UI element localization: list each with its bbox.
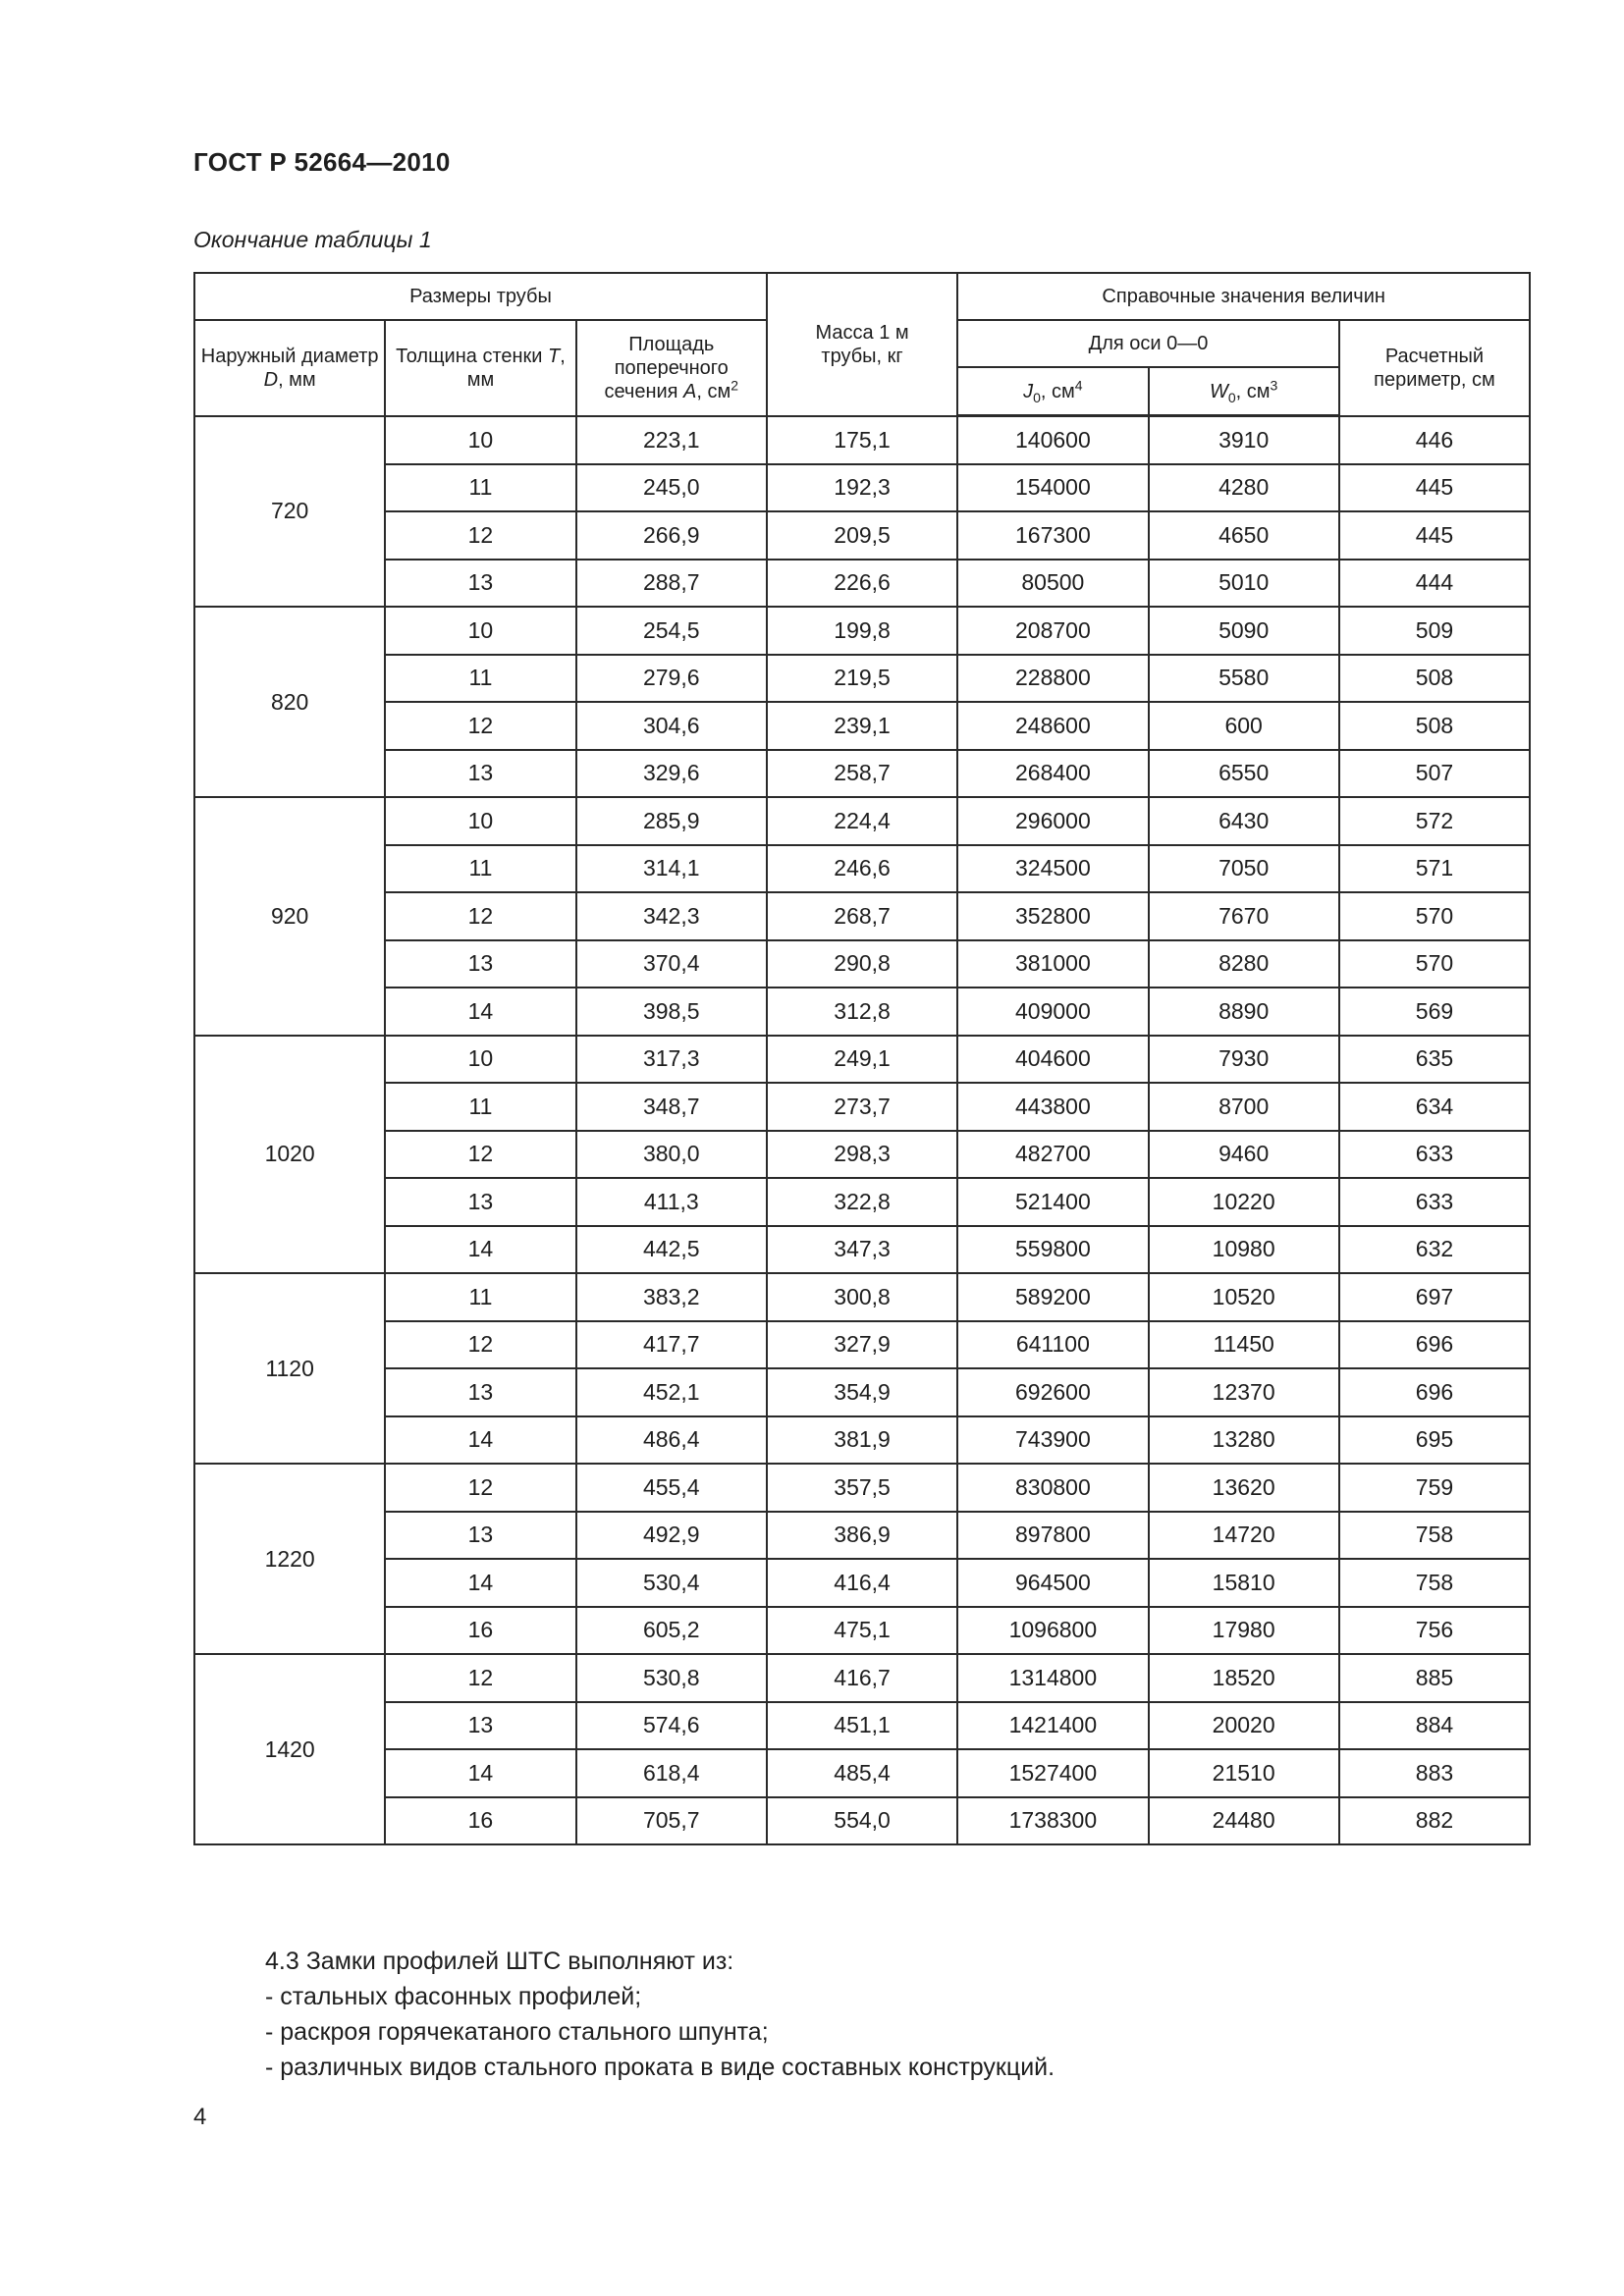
area-cell: 492,9 <box>576 1512 767 1560</box>
perimeter-cell: 572 <box>1339 797 1530 845</box>
w0-cell: 10980 <box>1149 1226 1339 1274</box>
header-j-sub: 0 <box>1033 389 1041 405</box>
wall-thickness-cell: 13 <box>385 940 575 988</box>
w0-cell: 600 <box>1149 702 1339 750</box>
table-row <box>194 1607 1530 1655</box>
w0-cell: 20020 <box>1149 1702 1339 1750</box>
area-cell: 348,7 <box>576 1083 767 1131</box>
wall-thickness-cell: 12 <box>385 1131 575 1179</box>
header-w-unit: , см <box>1235 380 1271 402</box>
wall-thickness-cell: 14 <box>385 988 575 1036</box>
area-cell: 317,3 <box>576 1036 767 1084</box>
body-text <box>265 1944 1055 2085</box>
perimeter-cell: 695 <box>1339 1416 1530 1465</box>
wall-thickness-cell: 12 <box>385 511 575 560</box>
perimeter-cell: 758 <box>1339 1559 1530 1607</box>
w0-cell: 10520 <box>1149 1273 1339 1321</box>
perimeter-cell: 758 <box>1339 1512 1530 1560</box>
wall-thickness-cell: 10 <box>385 797 575 845</box>
w0-cell: 5580 <box>1149 655 1339 703</box>
mass-cell: 300,8 <box>767 1273 957 1321</box>
perimeter-cell: 696 <box>1339 1368 1530 1416</box>
area-cell: 705,7 <box>576 1797 767 1845</box>
mass-cell: 219,5 <box>767 655 957 703</box>
mass-cell: 475,1 <box>767 1607 957 1655</box>
area-cell: 370,4 <box>576 940 767 988</box>
area-cell: 285,9 <box>576 797 767 845</box>
perimeter-cell: 697 <box>1339 1273 1530 1321</box>
table-row <box>194 1226 1530 1274</box>
header-w-symbol: W <box>1209 380 1228 402</box>
header-cross-section-area <box>576 320 767 416</box>
table-row <box>194 940 1530 988</box>
wall-thickness-cell: 13 <box>385 1178 575 1226</box>
header-mass <box>767 273 957 416</box>
w0-cell: 17980 <box>1149 1607 1339 1655</box>
area-cell: 455,4 <box>576 1464 767 1512</box>
wall-thickness-cell: 12 <box>385 892 575 940</box>
j0-cell: 589200 <box>957 1273 1148 1321</box>
list-item: - стальных фасонных профилей; <box>265 1983 642 2010</box>
wall-thickness-cell: 13 <box>385 1702 575 1750</box>
mass-cell: 290,8 <box>767 940 957 988</box>
header-thickness-suffix: , мм <box>466 345 566 391</box>
j0-cell: 80500 <box>957 560 1148 608</box>
mass-cell: 209,5 <box>767 511 957 560</box>
area-cell: 304,6 <box>576 702 767 750</box>
perimeter-cell: 634 <box>1339 1083 1530 1131</box>
header-w-sub: 0 <box>1227 389 1236 405</box>
table-row <box>194 607 1530 655</box>
table-row <box>194 1368 1530 1416</box>
j0-cell: 692600 <box>957 1368 1148 1416</box>
area-cell: 245,0 <box>576 464 767 512</box>
table-row <box>194 1702 1530 1750</box>
table-row <box>194 750 1530 798</box>
header-outer-diameter-prefix: Наружный диаметр <box>200 345 379 367</box>
w0-cell: 24480 <box>1149 1797 1339 1845</box>
j0-cell: 404600 <box>957 1036 1148 1084</box>
w0-cell: 18520 <box>1149 1654 1339 1702</box>
area-cell: 314,1 <box>576 845 767 893</box>
header-thickness-prefix: Толщина стенки <box>396 345 549 367</box>
wall-thickness-cell: 10 <box>385 1036 575 1084</box>
wall-thickness-cell: 14 <box>385 1416 575 1465</box>
perimeter-cell: 882 <box>1339 1797 1530 1845</box>
j0-cell: 248600 <box>957 702 1148 750</box>
perimeter-cell: 444 <box>1339 560 1530 608</box>
area-cell: 266,9 <box>576 511 767 560</box>
mass-cell: 554,0 <box>767 1797 957 1845</box>
wall-thickness-cell: 16 <box>385 1797 575 1845</box>
area-cell: 618,4 <box>576 1749 767 1797</box>
j0-cell: 521400 <box>957 1178 1148 1226</box>
w0-cell: 6550 <box>1149 750 1339 798</box>
j0-cell: 296000 <box>957 797 1148 845</box>
j0-cell: 409000 <box>957 988 1148 1036</box>
w0-cell: 21510 <box>1149 1749 1339 1797</box>
w0-cell: 4650 <box>1149 511 1339 560</box>
table-row <box>194 1749 1530 1797</box>
perimeter-cell: 759 <box>1339 1464 1530 1512</box>
perimeter-cell: 570 <box>1339 940 1530 988</box>
w0-cell: 11450 <box>1149 1321 1339 1369</box>
j0-cell: 1421400 <box>957 1702 1148 1750</box>
area-cell: 342,3 <box>576 892 767 940</box>
wall-thickness-cell: 11 <box>385 1083 575 1131</box>
header-j-sup: 4 <box>1074 376 1083 393</box>
header-perimeter-label: Расчетный периметр, см <box>1374 345 1495 391</box>
table-row <box>194 655 1530 703</box>
header-w0 <box>1149 367 1339 416</box>
table-row <box>194 845 1530 893</box>
w0-cell: 5090 <box>1149 607 1339 655</box>
perimeter-cell: 885 <box>1339 1654 1530 1702</box>
header-area-suffix: , см <box>696 380 731 402</box>
mass-cell: 381,9 <box>767 1416 957 1465</box>
area-cell: 383,2 <box>576 1273 767 1321</box>
mass-cell: 298,3 <box>767 1131 957 1179</box>
j0-cell: 830800 <box>957 1464 1148 1512</box>
table-row <box>194 988 1530 1036</box>
j0-cell: 897800 <box>957 1512 1148 1560</box>
wall-thickness-cell: 11 <box>385 464 575 512</box>
j0-cell: 1314800 <box>957 1654 1148 1702</box>
perimeter-cell: 632 <box>1339 1226 1530 1274</box>
table-row <box>194 1559 1530 1607</box>
table-row <box>194 464 1530 512</box>
mass-cell: 327,9 <box>767 1321 957 1369</box>
w0-cell: 14720 <box>1149 1512 1339 1560</box>
wall-thickness-cell: 10 <box>385 416 575 464</box>
perimeter-cell: 445 <box>1339 464 1530 512</box>
outer-diameter-cell: 920 <box>194 797 385 1036</box>
outer-diameter-cell: 1120 <box>194 1273 385 1464</box>
j0-cell: 482700 <box>957 1131 1148 1179</box>
perimeter-cell: 569 <box>1339 988 1530 1036</box>
header-pipe-sizes: Размеры трубы <box>194 273 767 320</box>
w0-cell: 4280 <box>1149 464 1339 512</box>
area-cell: 398,5 <box>576 988 767 1036</box>
header-j0 <box>957 367 1148 416</box>
mass-cell: 416,4 <box>767 1559 957 1607</box>
mass-cell: 246,6 <box>767 845 957 893</box>
header-wall-thickness <box>385 320 575 416</box>
area-cell: 452,1 <box>576 1368 767 1416</box>
table-row <box>194 1036 1530 1084</box>
paragraph-4-3: 4.3 Замки профилей ШТС выполняют из: <box>265 1948 734 1975</box>
j0-cell: 268400 <box>957 750 1148 798</box>
wall-thickness-cell: 14 <box>385 1559 575 1607</box>
table-row <box>194 797 1530 845</box>
perimeter-cell: 696 <box>1339 1321 1530 1369</box>
table-row <box>194 1321 1530 1369</box>
mass-cell: 416,7 <box>767 1654 957 1702</box>
mass-cell: 268,7 <box>767 892 957 940</box>
area-cell: 486,4 <box>576 1416 767 1465</box>
document-code: ГОСТ Р 52664—2010 <box>193 147 451 177</box>
table-row <box>194 416 1530 464</box>
table-row <box>194 892 1530 940</box>
j0-cell: 381000 <box>957 940 1148 988</box>
header-area-symbol: A <box>683 380 697 402</box>
j0-cell: 1527400 <box>957 1749 1148 1797</box>
area-cell: 279,6 <box>576 655 767 703</box>
w0-cell: 3910 <box>1149 416 1339 464</box>
page-number: 4 <box>193 2104 207 2130</box>
area-cell: 223,1 <box>576 416 767 464</box>
pipe-dimensions-table <box>193 272 1531 1845</box>
j0-cell: 964500 <box>957 1559 1148 1607</box>
perimeter-cell: 508 <box>1339 702 1530 750</box>
outer-diameter-cell: 1220 <box>194 1464 385 1654</box>
perimeter-cell: 756 <box>1339 1607 1530 1655</box>
list-item: - различных видов стального проката в виде составных конструкций. <box>265 2054 1056 2081</box>
mass-cell: 239,1 <box>767 702 957 750</box>
j0-cell: 1096800 <box>957 1607 1148 1655</box>
j0-cell: 352800 <box>957 892 1148 940</box>
mass-cell: 354,9 <box>767 1368 957 1416</box>
mass-cell: 357,5 <box>767 1464 957 1512</box>
w0-cell: 8280 <box>1149 940 1339 988</box>
wall-thickness-cell: 13 <box>385 560 575 608</box>
mass-cell: 258,7 <box>767 750 957 798</box>
wall-thickness-cell: 14 <box>385 1226 575 1274</box>
mass-cell: 192,3 <box>767 464 957 512</box>
wall-thickness-cell: 13 <box>385 750 575 798</box>
j0-cell: 324500 <box>957 845 1148 893</box>
j0-cell: 743900 <box>957 1416 1148 1465</box>
header-j-unit: , см <box>1040 380 1075 402</box>
mass-cell: 175,1 <box>767 416 957 464</box>
mass-cell: 451,1 <box>767 1702 957 1750</box>
area-cell: 605,2 <box>576 1607 767 1655</box>
wall-thickness-cell: 12 <box>385 1464 575 1512</box>
wall-thickness-cell: 14 <box>385 1749 575 1797</box>
mass-cell: 199,8 <box>767 607 957 655</box>
header-perimeter <box>1339 320 1530 416</box>
header-w-sup: 3 <box>1270 376 1278 393</box>
w0-cell: 13280 <box>1149 1416 1339 1465</box>
perimeter-cell: 635 <box>1339 1036 1530 1084</box>
mass-cell: 347,3 <box>767 1226 957 1274</box>
table-row <box>194 1464 1530 1512</box>
mass-cell: 224,4 <box>767 797 957 845</box>
w0-cell: 7930 <box>1149 1036 1339 1084</box>
w0-cell: 8890 <box>1149 988 1339 1036</box>
header-j-symbol: J <box>1023 380 1034 402</box>
w0-cell: 7670 <box>1149 892 1339 940</box>
j0-cell: 167300 <box>957 511 1148 560</box>
mass-cell: 322,8 <box>767 1178 957 1226</box>
w0-cell: 7050 <box>1149 845 1339 893</box>
table-row <box>194 1178 1530 1226</box>
table-row <box>194 702 1530 750</box>
table-row <box>194 511 1530 560</box>
table-row <box>194 1416 1530 1465</box>
mass-cell: 273,7 <box>767 1083 957 1131</box>
wall-thickness-cell: 12 <box>385 702 575 750</box>
mass-cell: 249,1 <box>767 1036 957 1084</box>
mass-cell: 312,8 <box>767 988 957 1036</box>
perimeter-cell: 571 <box>1339 845 1530 893</box>
header-area-sup: 2 <box>731 377 739 394</box>
list-item: - раскроя горячекатаного стального шпунта; <box>265 2018 769 2046</box>
table-row <box>194 1797 1530 1845</box>
perimeter-cell: 884 <box>1339 1702 1530 1750</box>
wall-thickness-cell: 12 <box>385 1654 575 1702</box>
area-cell: 411,3 <box>576 1178 767 1226</box>
w0-cell: 5010 <box>1149 560 1339 608</box>
table-row <box>194 560 1530 608</box>
table-caption: Окончание таблицы 1 <box>193 227 432 252</box>
mass-cell: 226,6 <box>767 560 957 608</box>
wall-thickness-cell: 16 <box>385 1607 575 1655</box>
j0-cell: 1738300 <box>957 1797 1148 1845</box>
wall-thickness-cell: 13 <box>385 1368 575 1416</box>
outer-diameter-cell: 820 <box>194 607 385 797</box>
w0-cell: 6430 <box>1149 797 1339 845</box>
header-axis: Для оси 0—0 <box>957 320 1339 367</box>
area-cell: 417,7 <box>576 1321 767 1369</box>
area-cell: 574,6 <box>576 1702 767 1750</box>
area-cell: 530,4 <box>576 1559 767 1607</box>
perimeter-cell: 508 <box>1339 655 1530 703</box>
w0-cell: 12370 <box>1149 1368 1339 1416</box>
j0-cell: 228800 <box>957 655 1148 703</box>
mass-cell: 485,4 <box>767 1749 957 1797</box>
table-row <box>194 1083 1530 1131</box>
table-row <box>194 1512 1530 1560</box>
w0-cell: 15810 <box>1149 1559 1339 1607</box>
perimeter-cell: 633 <box>1339 1178 1530 1226</box>
header-area-prefix: Площадь поперечного сечения <box>604 333 729 402</box>
perimeter-cell: 883 <box>1339 1749 1530 1797</box>
header-thickness-symbol: T <box>548 345 561 367</box>
header-outer-diameter-suffix: , мм <box>278 368 316 391</box>
wall-thickness-cell: 13 <box>385 1512 575 1560</box>
j0-cell: 443800 <box>957 1083 1148 1131</box>
j0-cell: 208700 <box>957 607 1148 655</box>
area-cell: 442,5 <box>576 1226 767 1274</box>
header-mass-label: Масса 1 м трубы, кг <box>815 321 909 367</box>
wall-thickness-cell: 11 <box>385 845 575 893</box>
outer-diameter-cell: 1020 <box>194 1036 385 1274</box>
outer-diameter-cell: 720 <box>194 416 385 608</box>
perimeter-cell: 445 <box>1339 511 1530 560</box>
wall-thickness-cell: 10 <box>385 607 575 655</box>
w0-cell: 10220 <box>1149 1178 1339 1226</box>
header-outer-diameter <box>194 320 385 416</box>
wall-thickness-cell: 11 <box>385 1273 575 1321</box>
j0-cell: 641100 <box>957 1321 1148 1369</box>
mass-cell: 386,9 <box>767 1512 957 1560</box>
w0-cell: 13620 <box>1149 1464 1339 1512</box>
table-row <box>194 1273 1530 1321</box>
area-cell: 329,6 <box>576 750 767 798</box>
perimeter-cell: 633 <box>1339 1131 1530 1179</box>
table-row <box>194 1654 1530 1702</box>
j0-cell: 559800 <box>957 1226 1148 1274</box>
table-body <box>194 416 1530 1845</box>
outer-diameter-cell: 1420 <box>194 1654 385 1844</box>
j0-cell: 140600 <box>957 416 1148 464</box>
perimeter-cell: 507 <box>1339 750 1530 798</box>
perimeter-cell: 446 <box>1339 416 1530 464</box>
wall-thickness-cell: 11 <box>385 655 575 703</box>
area-cell: 288,7 <box>576 560 767 608</box>
header-outer-diameter-symbol: D <box>263 368 279 391</box>
w0-cell: 8700 <box>1149 1083 1339 1131</box>
header-reference-values: Справочные значения величин <box>957 273 1530 320</box>
area-cell: 380,0 <box>576 1131 767 1179</box>
perimeter-cell: 570 <box>1339 892 1530 940</box>
w0-cell: 9460 <box>1149 1131 1339 1179</box>
wall-thickness-cell: 12 <box>385 1321 575 1369</box>
j0-cell: 154000 <box>957 464 1148 512</box>
area-cell: 254,5 <box>576 607 767 655</box>
area-cell: 530,8 <box>576 1654 767 1702</box>
perimeter-cell: 509 <box>1339 607 1530 655</box>
table-row <box>194 1131 1530 1179</box>
